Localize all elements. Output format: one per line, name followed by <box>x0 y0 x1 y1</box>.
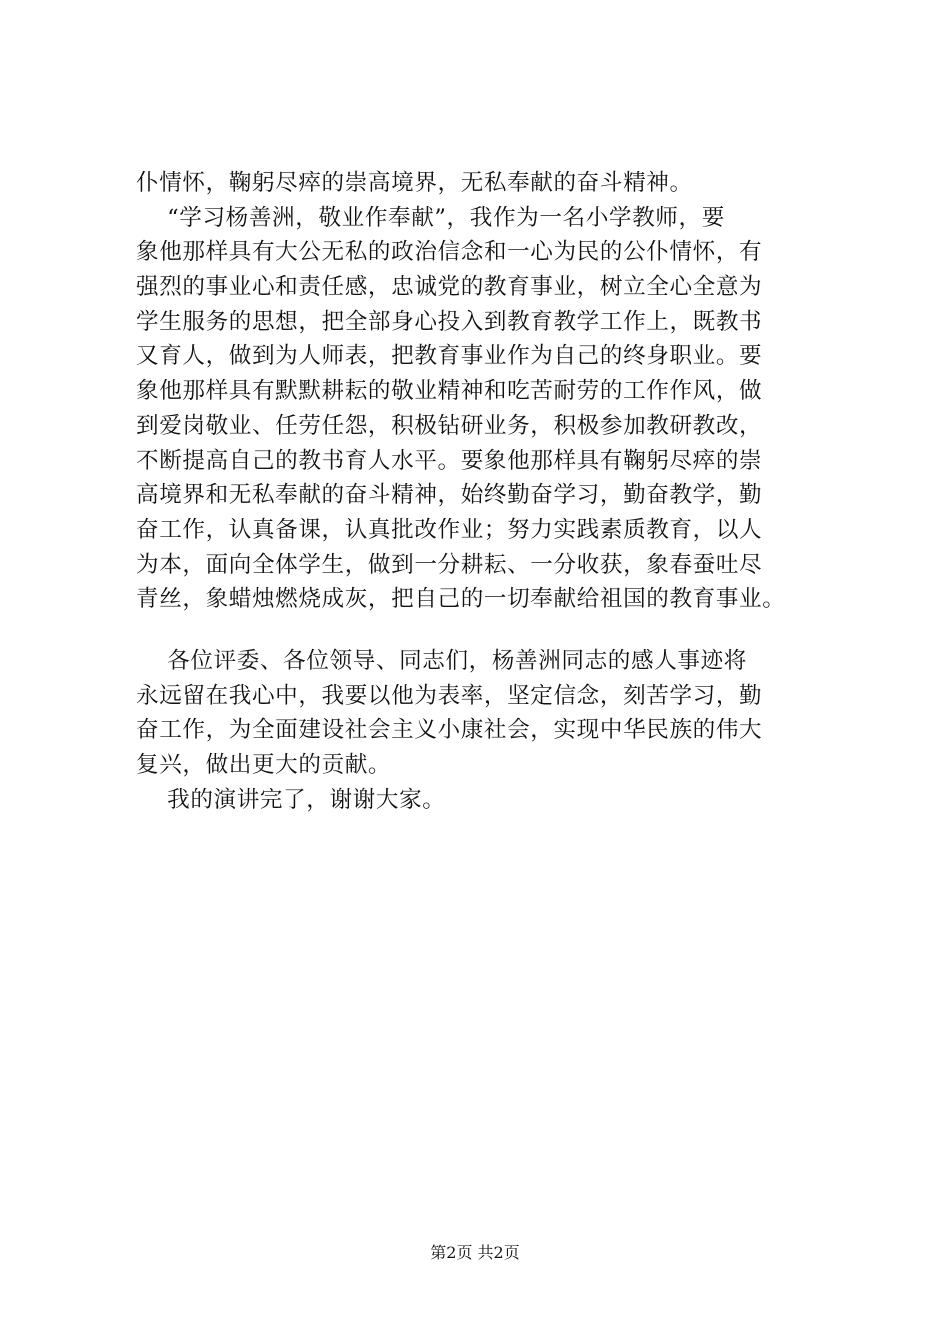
text-line: 青丝，象蜡烛燃烧成灰，把自己的一切奉献给祖国的教育事业。 <box>136 586 786 613</box>
text-line: 复兴，做出更大的贡献。 <box>136 752 392 778</box>
text-line: 强烈的事业心和责任感，忠诚党的教育事业，树立全心全意为 <box>136 274 763 301</box>
text-line: 高境界和无私奉献的奋斗精神，始终勤奋学习，勤奋教学，勤 <box>136 482 763 509</box>
text-line: 仆情怀，鞠躬尽瘁的崇高境界，无私奉献的奋斗精神。 <box>136 170 693 196</box>
paragraph-1 <box>136 166 856 617</box>
text-line: 象他那样具有大公无私的政治信念和一心为民的公仆情怀，有 <box>136 239 763 266</box>
text-line: 我的演讲完了，谢谢大家。 <box>136 786 446 813</box>
text-line: 奋工作，为全面建设社会主义小康社会，实现中华民族的伟大 <box>136 717 763 744</box>
text-line: 到爱岗敬业、任劳任怨，积极钻研业务，积极参加教研教改， <box>136 412 763 439</box>
document-body <box>136 166 856 817</box>
text-line: 象他那样具有默默耕耘的敬业精神和吃苦耐劳的工作作风，做 <box>136 378 763 405</box>
text-line: 奋工作，认真备课，认真批改作业；努力实践素质教育，以人 <box>136 516 763 543</box>
text-line: 永远留在我心中，我要以他为表率，坚定信念，刻苦学习，勤 <box>136 682 763 709</box>
text-line: 不断提高自己的教书育人水平。要象他那样具有鞠躬尽瘁的崇 <box>136 447 763 474</box>
page-number-footer: 第2页 共2页 <box>430 1243 520 1262</box>
text-line: “学习杨善洲，敬业作奉献”，我作为一名小学教师，要 <box>136 204 725 231</box>
text-line: 学生服务的思想，把全部身心投入到教育教学工作上，既教书 <box>136 308 763 335</box>
paragraph-spacer <box>136 617 856 644</box>
paragraph-2 <box>136 644 856 817</box>
text-line: 为本，面向全体学生，做到一分耕耘、一分收获，象春蚕吐尽 <box>136 551 763 578</box>
text-line: 各位评委、各位领导、同志们，杨善洲同志的感人事迹将 <box>136 647 747 674</box>
text-line: 又育人，做到为人师表，把教育事业作为自己的终身职业。要 <box>136 343 763 370</box>
